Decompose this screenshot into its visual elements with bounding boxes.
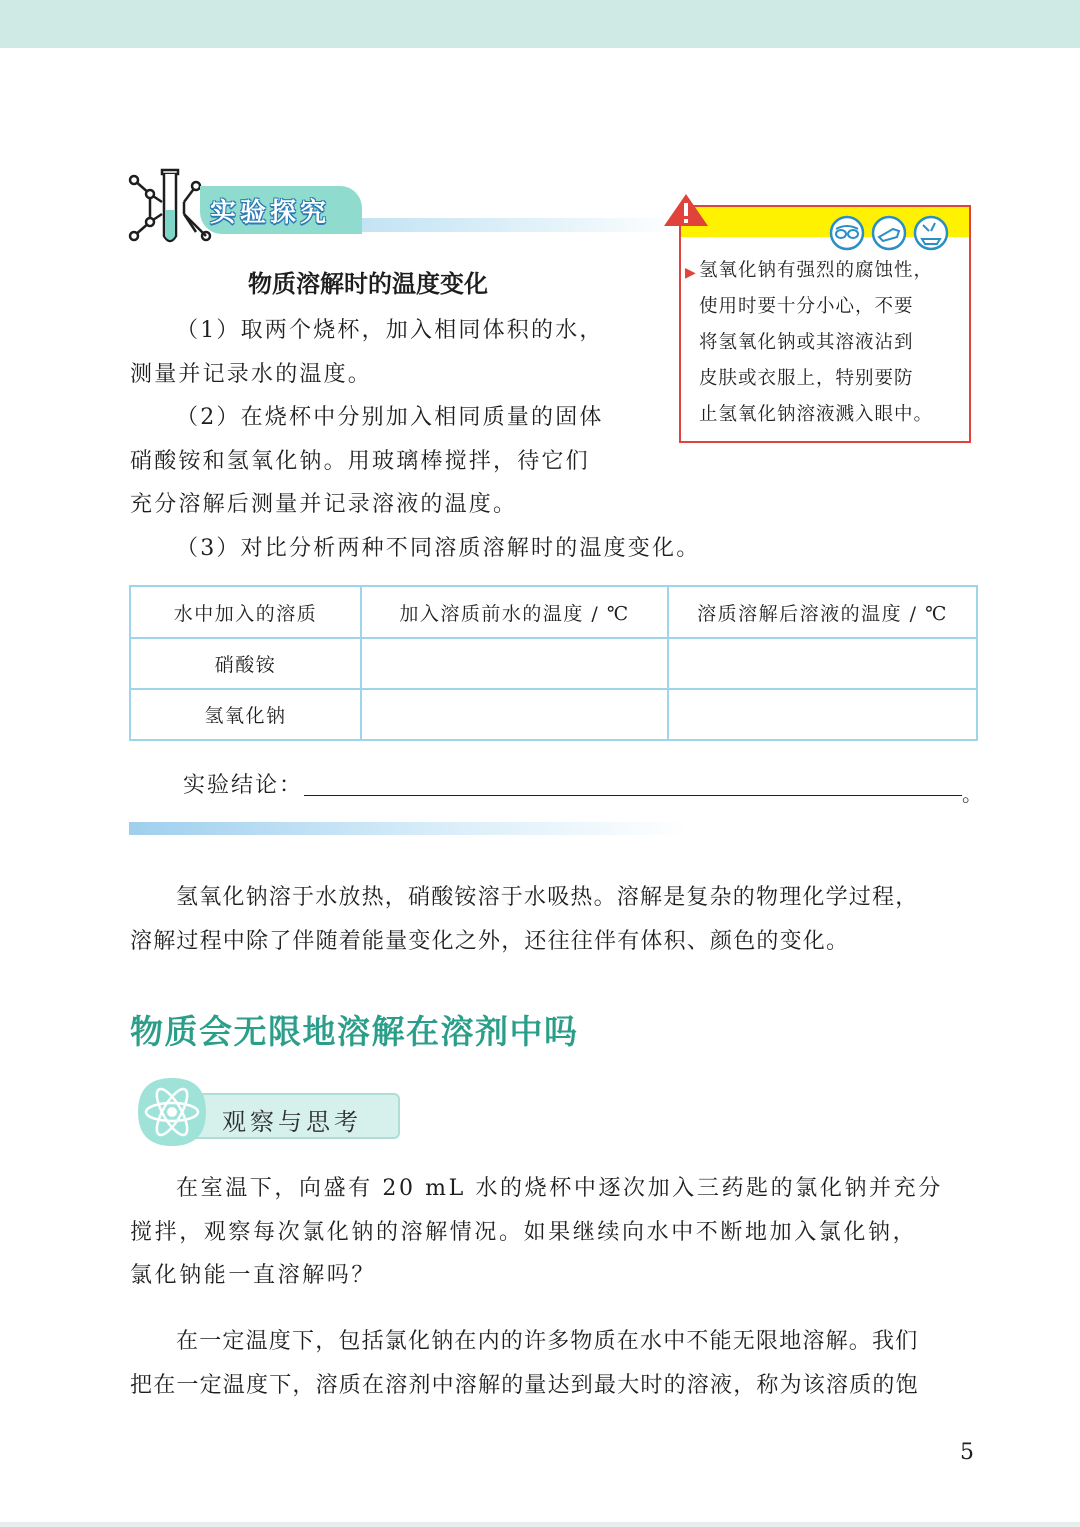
page-number: 5 <box>960 1440 974 1465</box>
warning-text <box>685 253 959 433</box>
corrosive-warning-icon <box>913 215 949 251</box>
table-cell-solute: 硝酸铵 <box>130 638 361 689</box>
top-color-band <box>0 0 1080 48</box>
paragraph-line: 把在一定温度下，溶质在溶剂中溶解的量达到最大时的溶液，称为该溶质的饱 <box>130 1372 919 1398</box>
experiment-steps <box>130 309 701 570</box>
table-header-cell: 加入溶质前水的温度 / ℃ <box>361 586 668 638</box>
atom-icon <box>128 1072 212 1152</box>
table-header-cell: 水中加入的溶质 <box>130 586 361 638</box>
paragraph-dissolution-heat <box>130 876 918 963</box>
experiment-header-stripe <box>340 218 680 232</box>
paragraph-line: 氯化钠能一直溶解吗？ <box>130 1263 377 1288</box>
step-line: 充分溶解后测量并记录溶液的温度。 <box>130 492 518 517</box>
warning-line: 止氢氧化钠溶液溅入眼中。 <box>699 404 934 425</box>
exclamation-warning-icon <box>662 192 710 228</box>
table-row <box>130 689 977 740</box>
step-line: （1）取两个烧杯，加入相同体积的水， <box>176 318 604 343</box>
table-cell-empty[interactable] <box>668 638 977 689</box>
temperature-record-table <box>129 585 978 741</box>
paragraph-line: 在室温下，向盛有 20 mL 水的烧杯中逐次加入三药匙的氯化钠并充分 <box>176 1176 943 1201</box>
table-header-row <box>130 586 977 638</box>
conclusion-end-mark: 。 <box>962 782 982 806</box>
warning-line: 皮肤或衣服上，特别要防 <box>699 368 914 389</box>
safety-warning-box <box>679 205 971 443</box>
table-header-cell: 溶质溶解后溶液的温度 / ℃ <box>668 586 977 638</box>
paragraph-line: 溶解过程中除了伴随着能量变化之外，还往往伴有体积、颜色的变化。 <box>130 928 850 954</box>
warning-line: 氢氧化钠有强烈的腐蚀性， <box>699 260 934 281</box>
section-heading: 物质会无限地溶解在溶剂中吗 <box>130 1012 579 1051</box>
table-cell-empty[interactable] <box>361 689 668 740</box>
step-line: （2）在烧杯中分别加入相同质量的固体 <box>176 405 604 430</box>
paragraph-line: 氢氧化钠溶于水放热，硝酸铵溶于水吸热。溶解是复杂的物理化学过程， <box>176 885 919 910</box>
experiment-end-stripe <box>129 822 689 835</box>
experiment-title: 物质溶解时的温度变化 <box>248 270 488 298</box>
warning-line: 将氢氧化钠或其溶液沾到 <box>699 332 914 353</box>
observe-think-tag <box>196 1093 400 1139</box>
step-line: 测量并记录水的温度。 <box>130 361 373 387</box>
warning-line: 使用时要十分小心，不要 <box>699 296 914 317</box>
hand-protection-icon <box>871 215 907 251</box>
table-row <box>130 638 977 689</box>
warning-arrow-icon: ▶ <box>685 265 697 281</box>
table-cell-empty[interactable] <box>668 689 977 740</box>
paragraph-saturation <box>130 1320 919 1407</box>
table-cell-empty[interactable] <box>361 638 668 689</box>
table-cell-solute: 氢氧化钠 <box>130 689 361 740</box>
conclusion-label: 实验结论： <box>183 773 304 798</box>
paragraph-observe <box>130 1167 943 1298</box>
experiment-tag-label: 实验探究 <box>210 198 331 228</box>
step-line: 硝酸铵和氢氧化钠。用玻璃棒搅拌，待它们 <box>130 448 590 474</box>
eye-protection-icon <box>829 215 865 251</box>
safety-symbols <box>829 215 949 251</box>
observe-think-label: 观察与思考 <box>222 1108 362 1136</box>
bottom-color-band <box>0 1522 1080 1527</box>
experiment-tag <box>200 186 362 234</box>
paragraph-line: 搅拌，观察每次氯化钠的溶解情况。如果继续向水中不断地加入氯化钠， <box>130 1219 918 1245</box>
conclusion-blank-line[interactable] <box>304 795 962 796</box>
step-line: （3）对比分析两种不同溶质溶解时的温度变化。 <box>176 535 701 561</box>
paragraph-line: 在一定温度下，包括氯化钠在内的许多物质在水中不能无限地溶解。我们 <box>176 1329 919 1354</box>
